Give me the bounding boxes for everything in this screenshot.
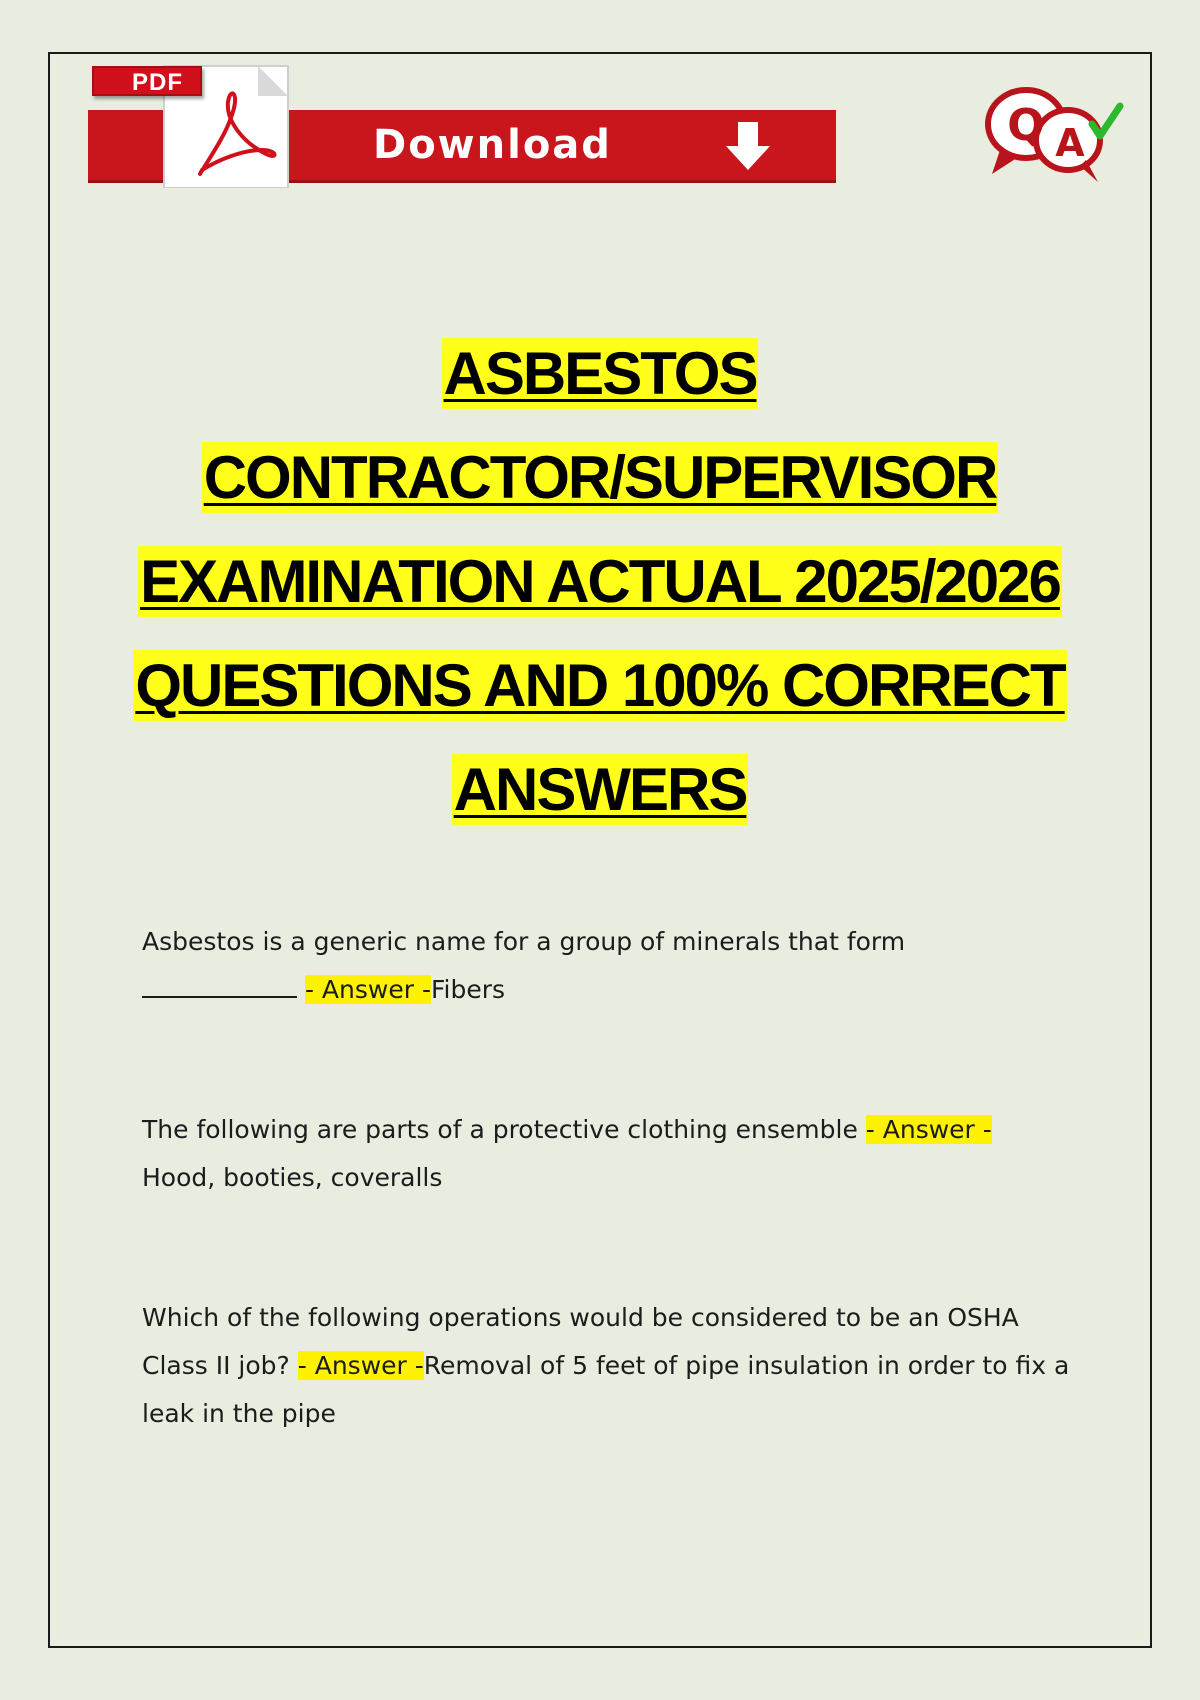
download-banner[interactable]	[88, 62, 836, 190]
title-line-1: ASBESTOS	[443, 340, 757, 407]
answer-tag: - Answer -	[865, 1115, 992, 1144]
qa-item-3	[142, 1294, 1092, 1438]
question-text: The following are parts of a protective clothing ensemble	[142, 1115, 858, 1144]
answer-tag: - Answer -	[297, 1351, 424, 1380]
fill-in-blank	[142, 995, 297, 998]
pdf-tag	[92, 66, 202, 96]
qa-logo-a: A	[1055, 121, 1085, 165]
qa-logo-q: Q	[1007, 100, 1045, 151]
download-label: Download	[373, 122, 612, 168]
title-line-4: QUESTIONS AND 100% CORRECT	[135, 652, 1065, 719]
qa-item-2	[142, 1106, 1092, 1202]
question-text: Which of the following operations would be considered to be an OSHA Class II job?	[142, 1303, 1019, 1380]
question-text: Asbestos is a generic name for a group of minerals that form	[142, 927, 906, 956]
answer-tag: - Answer -	[304, 975, 431, 1004]
answer-text: Fibers	[430, 975, 506, 1004]
title-line-3: EXAMINATION ACTUAL 2025/2026	[140, 548, 1060, 615]
answer-text: Hood, booties, coveralls	[142, 1163, 443, 1192]
qa-item-1	[142, 918, 1092, 1014]
answer-text: Removal of 5 feet of pipe insulation in order to fix a leak in the pipe	[142, 1351, 1070, 1428]
title-line-5: ANSWERS	[453, 756, 747, 823]
document-title	[100, 322, 1100, 842]
arrow-down-icon	[720, 118, 776, 174]
qa-logo-icon	[980, 84, 1130, 184]
pdf-tag-label: PDF	[132, 69, 183, 96]
title-line-2: CONTRACTOR/SUPERVISOR	[203, 444, 997, 511]
